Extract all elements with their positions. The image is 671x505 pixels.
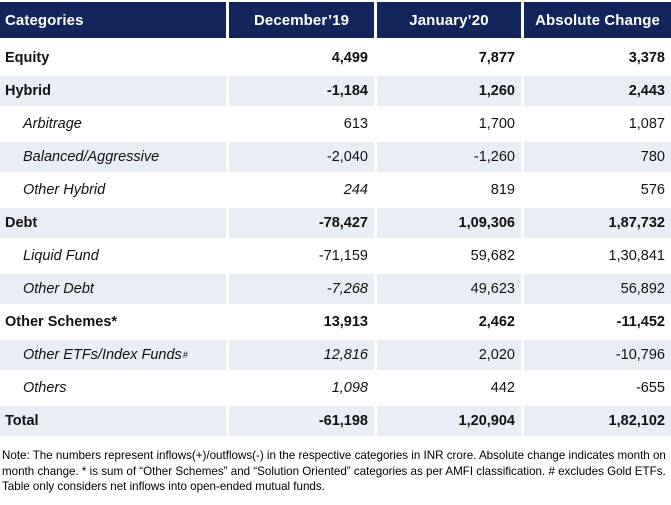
fund-flows-table-page [0,2,671,505]
table-row [0,241,671,271]
december19-value-cell: -7,268 [229,274,374,304]
category-cell [0,109,226,139]
table-row [0,43,671,73]
absolute-change-value-cell: -11,452 [524,307,671,337]
category-label: Arbitrage [23,116,82,132]
category-label: Liquid Fund [23,248,99,264]
december19-value-cell: 613 [229,109,374,139]
absolute-change-value-cell: 1,087 [524,109,671,139]
category-cell [0,208,226,238]
absolute-change-value-cell: 2,443 [524,76,671,106]
table-row [0,373,671,403]
absolute-change-value-cell: 1,30,841 [524,241,671,271]
december19-value-cell: -2,040 [229,142,374,172]
december19-value-cell: 1,098 [229,373,374,403]
january20-value-cell: 442 [377,373,521,403]
category-cell [0,373,226,403]
december19-value-cell: -71,159 [229,241,374,271]
january20-value-cell: 1,700 [377,109,521,139]
absolute-change-value-cell: 1,82,102 [524,406,671,436]
table-row [0,406,671,436]
december19-value-cell: 12,816 [229,340,374,370]
january20-value-cell: 819 [377,175,521,205]
absolute-change-value-cell: 1,87,732 [524,208,671,238]
january20-value-cell: 1,09,306 [377,208,521,238]
absolute-change-value-cell: 576 [524,175,671,205]
category-label: Others [23,380,67,396]
category-label: Debt [5,215,38,231]
column-header-january20: January’20 [377,2,521,38]
january20-value-cell: 49,623 [377,274,521,304]
january20-value-cell: 1,20,904 [377,406,521,436]
december19-value-cell: -61,198 [229,406,374,436]
table-row [0,175,671,205]
december19-value-cell: -78,427 [229,208,374,238]
column-header-absolute-change: Absolute Change [524,2,671,38]
table-header-row [0,2,671,38]
january20-value-cell: 7,877 [377,43,521,73]
category-label: Total [5,413,39,429]
category-label: Other Schemes* [5,314,118,330]
absolute-change-value-cell: -655 [524,373,671,403]
january20-value-cell: 59,682 [377,241,521,271]
december19-value-cell: 4,499 [229,43,374,73]
table-row [0,76,671,106]
table-row [0,208,671,238]
column-header-december19: December’19 [229,2,374,38]
december19-value-cell: -1,184 [229,76,374,106]
fund-flows-table [0,2,671,436]
category-label: Other Hybrid [23,182,106,198]
absolute-change-value-cell: 3,378 [524,43,671,73]
category-label: Hybrid [5,83,51,99]
category-label: Equity [5,50,50,66]
category-cell [0,406,226,436]
category-cell [0,43,226,73]
category-cell [0,274,226,304]
absolute-change-value-cell: -10,796 [524,340,671,370]
absolute-change-value-cell: 56,892 [524,274,671,304]
december19-value-cell: 244 [229,175,374,205]
table-row [0,109,671,139]
footnote: Note: The numbers represent inflows(+)/outflows(-) in the respective categories in INR crore. Absolute change indicates month on month change. * is sum of “Other Schemes” and “Solution Oriented” categories as per AMFI classification. # excludes Gold ETFs. Table only considers net inflows into open-ended mutual funds. [2,449,666,494]
january20-value-cell: 2,462 [377,307,521,337]
category-label: Balanced/Aggressive [23,149,160,165]
table-body [0,43,671,436]
category-label: Other ETFs/Index Funds [23,347,182,363]
category-label: Other Debt [23,281,94,297]
absolute-change-value-cell: 780 [524,142,671,172]
table-row [0,274,671,304]
category-cell [0,76,226,106]
column-header-categories: Categories [0,2,226,38]
december19-value-cell: 13,913 [229,307,374,337]
table-row [0,340,671,370]
category-cell [0,175,226,205]
category-cell: Other ETFs/Index Funds # [0,340,226,370]
january20-value-cell: -1,260 [377,142,521,172]
category-cell [0,307,226,337]
table-row [0,307,671,337]
january20-value-cell: 2,020 [377,340,521,370]
category-cell [0,142,226,172]
category-cell [0,241,226,271]
january20-value-cell: 1,260 [377,76,521,106]
table-row [0,142,671,172]
